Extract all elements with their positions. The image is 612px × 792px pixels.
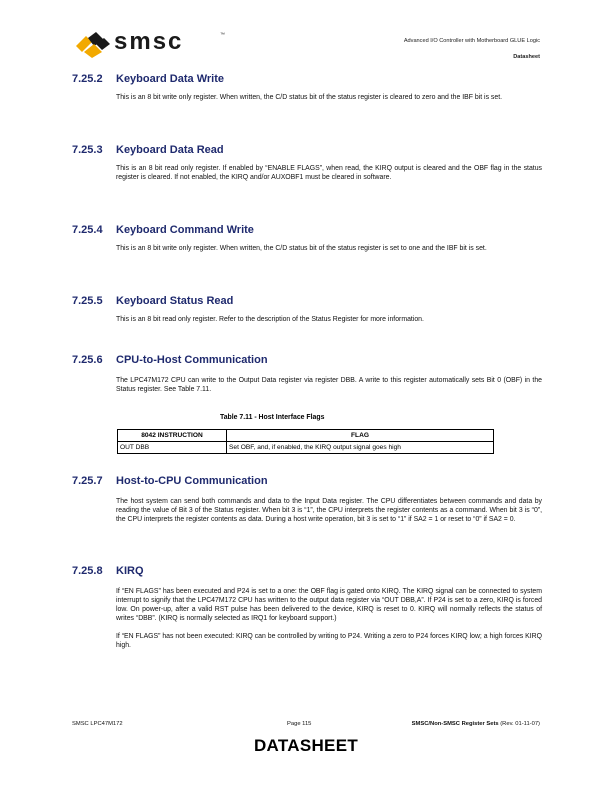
table-header-cell: FLAG bbox=[227, 430, 494, 442]
table-header-cell: 8042 INSTRUCTION bbox=[118, 430, 227, 442]
section-heading bbox=[72, 295, 542, 307]
section-number: 7.25.5 bbox=[72, 295, 103, 307]
section-kirq bbox=[72, 565, 542, 651]
section-heading bbox=[72, 475, 542, 487]
section-paragraph: This is an 8 bit read only register. Refer to the description of the Status Register for more information. bbox=[116, 316, 424, 323]
table-row bbox=[118, 442, 494, 454]
table-cell: Set OBF, and, if enabled, the KIRQ output signal goes high bbox=[227, 442, 494, 454]
footer-right bbox=[412, 721, 540, 727]
section-heading bbox=[72, 354, 542, 366]
header-doc-type: Datasheet bbox=[513, 54, 540, 60]
section-title: Keyboard Status Read bbox=[116, 295, 234, 307]
table-cell: OUT DBB bbox=[118, 442, 227, 454]
section-keyboard-data-write bbox=[72, 73, 542, 102]
section-cpu-to-host bbox=[72, 354, 542, 394]
table-header-row bbox=[118, 430, 494, 442]
section-number: 7.25.3 bbox=[72, 144, 103, 156]
section-heading bbox=[72, 144, 542, 156]
section-keyboard-data-read bbox=[72, 144, 542, 182]
section-number: 7.25.2 bbox=[72, 73, 103, 85]
section-heading bbox=[72, 73, 542, 85]
datasheet-banner: DATASHEET bbox=[253, 736, 359, 755]
section-paragraph: If “EN FLAGS” has not been executed: KIRQ can be controlled by writing to P24. Writing a zero to P24 forces KIRQ low; a high forces KIRQ high. bbox=[116, 633, 542, 650]
section-title: Keyboard Data Write bbox=[116, 73, 224, 85]
section-paragraph: The host system can send both commands and data to the Input Data register. The CPU differentiates between commands and data by reading the value of Bit 3 of the Status register. When bit 3 is “1”, the CPU interprets the register contents as a command. When bit 3 is “0”, the CPU interprets the register contents as data. During a host write operation, bit 3 is set to “1” if SA2 = 1 or reset to “0” if SA2 = 0. bbox=[116, 498, 542, 524]
section-keyboard-status-read bbox=[72, 295, 542, 324]
section-paragraph: If “EN FLAGS” has been executed and P24 is set to a one: the OBF flag is gated onto KIRQ. The KIRQ signal can be connected to system interrupt to signify that the LPC47M172 CPU has written to the output data register via “OUT DBB,A”. If P24 is set to a zero, KIRQ is forced low. On power-up, after a valid RST pulse has been delivered to the device, KIRQ is reset to 0. KIRQ will normally reflects the status of writes “DBB”. (KIRQ is normally selected as IRQ1 for keyboard support.) bbox=[116, 588, 542, 623]
section-paragraph: The LPC47M172 CPU can write to the Output Data register via register DBB. A write to this register automatically sets Bit 0 (OBF) in the Status register. See Table 7.11. bbox=[116, 377, 542, 394]
footer-page-number: Page 115 bbox=[287, 721, 312, 727]
section-paragraph: This is an 8 bit write only register. When written, the C/D status bit of the status register is set to one and the IBF bit is set. bbox=[116, 245, 487, 252]
section-host-to-cpu bbox=[72, 475, 542, 524]
section-number: 7.25.6 bbox=[72, 354, 103, 366]
smsc-logo-mark-icon bbox=[74, 32, 110, 58]
section-paragraph: This is an 8 bit read only register. If enabled by “ENABLE FLAGS”, when read, the KIRQ output is cleared and the OBF flag in the status register is cleared. If not enabled, the KIRQ and/or AUXOBF1 must be cleared in software. bbox=[116, 165, 542, 182]
section-paragraph: This is an 8 bit write only register. When written, the C/D status bit of the status register is cleared to zero and the IBF bit is set. bbox=[116, 94, 503, 101]
section-title: Keyboard Command Write bbox=[116, 224, 254, 236]
footer-left: SMSC LPC47M172 bbox=[72, 721, 123, 727]
section-title: CPU-to-Host Communication bbox=[116, 354, 268, 366]
section-number: 7.25.8 bbox=[72, 565, 103, 577]
section-heading bbox=[72, 224, 542, 236]
logo-trademark: ™ bbox=[220, 32, 225, 38]
section-keyboard-command-write bbox=[72, 224, 542, 253]
section-title: Keyboard Data Read bbox=[116, 144, 224, 156]
section-title: KIRQ bbox=[116, 565, 144, 577]
table-title: Table 7.11 - Host Interface Flags bbox=[220, 414, 325, 421]
footer-right-rev: (Rev. 01-11-07) bbox=[498, 721, 540, 727]
footer-right-bold: SMSC/Non-SMSC Register Sets bbox=[411, 721, 499, 727]
section-heading bbox=[72, 565, 542, 577]
section-number: 7.25.4 bbox=[72, 224, 103, 236]
section-title: Host-to-CPU Communication bbox=[116, 475, 268, 487]
logo-wordmark: smsc bbox=[114, 28, 184, 55]
smsc-logo bbox=[74, 28, 234, 58]
section-number: 7.25.7 bbox=[72, 475, 103, 487]
host-interface-flags-table bbox=[117, 429, 494, 454]
header-doc-title: Advanced I/O Controller with Motherboard GLUE Logic bbox=[403, 38, 540, 44]
